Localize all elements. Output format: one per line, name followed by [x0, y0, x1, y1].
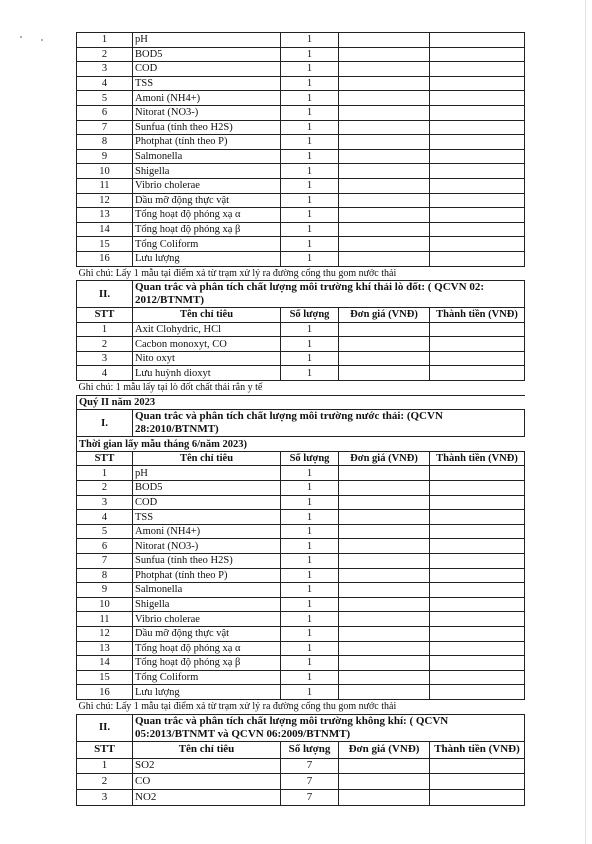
row-unit-price	[339, 539, 430, 554]
row-total	[430, 758, 525, 774]
row-quantity: 1	[281, 178, 339, 193]
table-row	[77, 612, 525, 627]
table-row	[77, 510, 525, 525]
row-stt: 10	[77, 164, 133, 179]
row-stt: 3	[77, 62, 133, 77]
row-quantity: 1	[281, 554, 339, 569]
row-total	[430, 120, 525, 135]
row-stt: 3	[77, 495, 133, 510]
table-row	[77, 91, 525, 106]
row-stt: 7	[77, 120, 133, 135]
row-indicator: Tổng hoạt độ phóng xạ α	[133, 208, 281, 223]
header-total: Thành tiền (VNĐ)	[430, 451, 525, 466]
row-quantity: 1	[281, 510, 339, 525]
section-title: Quan trắc và phân tích chất lượng môi trường nước thải: (QCVN 28:2010/BTNMT)	[133, 410, 525, 437]
row-total	[430, 366, 525, 381]
row-total	[430, 62, 525, 77]
row-total	[430, 164, 525, 179]
row-indicator: Shigella	[133, 164, 281, 179]
row-total	[430, 76, 525, 91]
row-total	[430, 33, 525, 48]
section-title: Quan trắc và phân tích chất lượng môi trường khí thải lò đốt: ( QCVN 02: 2012/BTNMT)	[133, 281, 525, 308]
row-quantity: 1	[281, 135, 339, 150]
row-indicator: Shigella	[133, 597, 281, 612]
row-total	[430, 510, 525, 525]
row-unit-price	[339, 120, 430, 135]
row-indicator: COD	[133, 495, 281, 510]
table-row	[77, 33, 525, 48]
row-indicator: Amoni (NH4+)	[133, 91, 281, 106]
row-quantity: 1	[281, 237, 339, 252]
table-row	[77, 641, 525, 656]
table-row	[77, 251, 525, 266]
row-unit-price	[339, 612, 430, 627]
header-quantity: Số lượng	[281, 741, 339, 758]
table-row	[77, 193, 525, 208]
row-quantity: 1	[281, 685, 339, 700]
row-total	[430, 554, 525, 569]
row-quantity: 1	[281, 583, 339, 598]
header-row	[77, 741, 525, 758]
row-indicator: Sunfua (tính theo H2S)	[133, 120, 281, 135]
row-indicator: Lưu huỳnh dioxyt	[133, 366, 281, 381]
row-stt: 1	[77, 33, 133, 48]
row-stt: 13	[77, 641, 133, 656]
row-unit-price	[339, 135, 430, 150]
table-a-body	[77, 33, 525, 267]
row-indicator: Cacbon monoxyt, CO	[133, 337, 281, 352]
row-unit-price	[339, 47, 430, 62]
section-number: II.	[77, 714, 133, 741]
row-quantity: 1	[281, 524, 339, 539]
row-unit-price	[339, 351, 430, 366]
row-stt: 3	[77, 790, 133, 806]
row-stt: 16	[77, 251, 133, 266]
row-quantity: 1	[281, 208, 339, 223]
row-unit-price	[339, 366, 430, 381]
header-quantity: Số lượng	[281, 451, 339, 466]
row-indicator: NO2	[133, 790, 281, 806]
row-quantity: 1	[281, 47, 339, 62]
row-quantity: 1	[281, 105, 339, 120]
table-row	[77, 626, 525, 641]
row-quantity: 1	[281, 120, 339, 135]
row-stt: 12	[77, 193, 133, 208]
table-row	[77, 554, 525, 569]
table-row	[77, 685, 525, 700]
table-row	[77, 774, 525, 790]
section-q1-ii-note	[77, 381, 525, 410]
row-quantity: 1	[281, 366, 339, 381]
row-unit-price	[339, 790, 430, 806]
row-unit-price	[339, 495, 430, 510]
section-q1-ii	[77, 281, 525, 323]
row-unit-price	[339, 641, 430, 656]
row-indicator: CO	[133, 774, 281, 790]
row-unit-price	[339, 597, 430, 612]
row-total	[430, 583, 525, 598]
row-quantity: 1	[281, 597, 339, 612]
row-quantity: 7	[281, 758, 339, 774]
section-q2-ii-body	[77, 758, 525, 805]
row-indicator: Vibrio cholerae	[133, 612, 281, 627]
table-row	[77, 149, 525, 164]
section-q2-i-note	[77, 699, 525, 714]
table-row	[77, 597, 525, 612]
row-unit-price	[339, 105, 430, 120]
row-total	[430, 135, 525, 150]
section-title: Quan trắc và phân tích chất lượng môi trường không khí: ( QCVN 05:2013/BTNMT và QCVN 06:2009/BTNMT)	[133, 714, 525, 741]
header-total: Thành tiền (VNĐ)	[430, 741, 525, 758]
page-edge	[585, 0, 586, 844]
row-stt: 6	[77, 105, 133, 120]
row-total	[430, 222, 525, 237]
table-row	[77, 322, 525, 337]
table-row	[77, 208, 525, 223]
row-stt: 1	[77, 466, 133, 481]
row-quantity: 1	[281, 539, 339, 554]
row-quantity: 1	[281, 149, 339, 164]
row-quantity: 1	[281, 626, 339, 641]
row-total	[430, 322, 525, 337]
row-total	[430, 790, 525, 806]
row-stt: 15	[77, 237, 133, 252]
table-row	[77, 222, 525, 237]
table-row	[77, 76, 525, 91]
row-unit-price	[339, 758, 430, 774]
scan-speck	[41, 39, 43, 41]
row-indicator: Nito oxyt	[133, 351, 281, 366]
row-total	[430, 495, 525, 510]
row-total	[430, 626, 525, 641]
row-unit-price	[339, 91, 430, 106]
row-indicator: Amoni (NH4+)	[133, 524, 281, 539]
row-quantity: 1	[281, 656, 339, 671]
row-indicator: Tổng Coliform	[133, 670, 281, 685]
row-stt: 5	[77, 524, 133, 539]
row-stt: 8	[77, 568, 133, 583]
row-unit-price	[339, 481, 430, 496]
row-unit-price	[339, 222, 430, 237]
row-total	[430, 208, 525, 223]
row-total	[430, 251, 525, 266]
row-indicator: BOD5	[133, 47, 281, 62]
row-unit-price	[339, 656, 430, 671]
row-total	[430, 47, 525, 62]
row-quantity: 1	[281, 466, 339, 481]
row-unit-price	[339, 208, 430, 223]
row-stt: 12	[77, 626, 133, 641]
row-unit-price	[339, 510, 430, 525]
row-unit-price	[339, 164, 430, 179]
row-stt: 6	[77, 539, 133, 554]
row-stt: 2	[77, 47, 133, 62]
header-stt: STT	[77, 741, 133, 758]
section-q2-i-body	[77, 466, 525, 700]
row-unit-price	[339, 774, 430, 790]
row-stt: 2	[77, 481, 133, 496]
row-quantity: 1	[281, 641, 339, 656]
row-indicator: Nitorat (NO3-)	[133, 539, 281, 554]
row-quantity: 1	[281, 351, 339, 366]
row-stt: 11	[77, 612, 133, 627]
header-indicator: Tên chỉ tiêu	[133, 451, 281, 466]
row-total	[430, 149, 525, 164]
row-quantity: 1	[281, 164, 339, 179]
row-quantity: 7	[281, 774, 339, 790]
row-stt: 9	[77, 583, 133, 598]
row-indicator: SO2	[133, 758, 281, 774]
quarter-label: Quý II năm 2023	[77, 395, 525, 410]
row-unit-price	[339, 251, 430, 266]
row-quantity: 1	[281, 76, 339, 91]
row-stt: 11	[77, 178, 133, 193]
table-row	[77, 105, 525, 120]
row-unit-price	[339, 193, 430, 208]
row-unit-price	[339, 62, 430, 77]
row-indicator: Salmonella	[133, 149, 281, 164]
row-quantity: 1	[281, 337, 339, 352]
row-total	[430, 568, 525, 583]
row-unit-price	[339, 337, 430, 352]
row-total	[430, 685, 525, 700]
row-unit-price	[339, 178, 430, 193]
row-unit-price	[339, 670, 430, 685]
row-unit-price	[339, 149, 430, 164]
table-row	[77, 481, 525, 496]
row-indicator: Nitorat (NO3-)	[133, 105, 281, 120]
header-indicator: Tên chỉ tiêu	[133, 741, 281, 758]
row-unit-price	[339, 568, 430, 583]
row-stt: 15	[77, 670, 133, 685]
row-stt: 16	[77, 685, 133, 700]
row-total	[430, 641, 525, 656]
row-total	[430, 539, 525, 554]
row-stt: 13	[77, 208, 133, 223]
header-quantity: Số lượng	[281, 308, 339, 323]
row-indicator: Sunfua (tính theo H2S)	[133, 554, 281, 569]
row-quantity: 1	[281, 91, 339, 106]
row-indicator: Lưu lượng	[133, 251, 281, 266]
row-indicator: Axit Clohydric, HCl	[133, 322, 281, 337]
row-unit-price	[339, 583, 430, 598]
row-stt: 4	[77, 76, 133, 91]
row-stt: 4	[77, 366, 133, 381]
row-total	[430, 670, 525, 685]
row-stt: 10	[77, 597, 133, 612]
table-row	[77, 178, 525, 193]
header-unit-price: Đơn giá (VNĐ)	[339, 451, 430, 466]
section-number: II.	[77, 281, 133, 308]
table-row	[77, 790, 525, 806]
row-unit-price	[339, 322, 430, 337]
row-unit-price	[339, 524, 430, 539]
row-indicator: Dầu mỡ động thực vật	[133, 626, 281, 641]
table-row	[77, 351, 525, 366]
row-unit-price	[339, 237, 430, 252]
section-number: I.	[77, 410, 133, 437]
table-row	[77, 656, 525, 671]
row-unit-price	[339, 685, 430, 700]
row-total	[430, 524, 525, 539]
table-row	[77, 120, 525, 135]
header-stt: STT	[77, 308, 133, 323]
note-text: Ghi chú: 1 mẫu lấy tại lò đốt chất thải rắn y tế	[77, 381, 525, 396]
header-row	[77, 308, 525, 323]
row-indicator: Tổng hoạt độ phóng xạ β	[133, 222, 281, 237]
row-stt: 5	[77, 91, 133, 106]
row-unit-price	[339, 554, 430, 569]
row-indicator: pH	[133, 33, 281, 48]
table-row	[77, 47, 525, 62]
header-stt: STT	[77, 451, 133, 466]
row-stt: 9	[77, 149, 133, 164]
row-unit-price	[339, 626, 430, 641]
row-indicator: Salmonella	[133, 583, 281, 598]
row-unit-price	[339, 466, 430, 481]
note-text: Ghi chú: Lấy 1 mẫu tại điểm xả từ trạm xử lý ra đường cống thu gom nước thải	[77, 699, 525, 714]
row-indicator: COD	[133, 62, 281, 77]
row-total	[430, 337, 525, 352]
table-a-note	[77, 266, 525, 281]
row-stt: 8	[77, 135, 133, 150]
table-row	[77, 670, 525, 685]
row-total	[430, 481, 525, 496]
table-row	[77, 164, 525, 179]
row-indicator: Photphat (tính theo P)	[133, 135, 281, 150]
row-total	[430, 466, 525, 481]
scan-speck	[20, 36, 22, 38]
row-indicator: Photphat (tính theo P)	[133, 568, 281, 583]
row-indicator: TSS	[133, 510, 281, 525]
sampling-time: Thời gian lấy mẫu tháng 6/năm 2023)	[77, 437, 525, 452]
row-quantity: 1	[281, 62, 339, 77]
row-total	[430, 774, 525, 790]
table-row	[77, 366, 525, 381]
row-total	[430, 351, 525, 366]
section-q2-ii	[77, 714, 525, 758]
row-total	[430, 193, 525, 208]
row-stt: 7	[77, 554, 133, 569]
table-row	[77, 539, 525, 554]
row-quantity: 1	[281, 481, 339, 496]
row-stt: 4	[77, 510, 133, 525]
row-total	[430, 105, 525, 120]
table-row	[77, 758, 525, 774]
row-indicator: Tổng hoạt độ phóng xạ α	[133, 641, 281, 656]
row-indicator: TSS	[133, 76, 281, 91]
row-stt: 2	[77, 774, 133, 790]
row-indicator: Lưu lượng	[133, 685, 281, 700]
row-total	[430, 91, 525, 106]
header-unit-price: Đơn giá (VNĐ)	[339, 741, 430, 758]
table-row	[77, 524, 525, 539]
row-quantity: 1	[281, 33, 339, 48]
header-unit-price: Đơn giá (VNĐ)	[339, 308, 430, 323]
table-row	[77, 466, 525, 481]
row-indicator: pH	[133, 466, 281, 481]
section-q2-i	[77, 410, 525, 466]
table-row	[77, 135, 525, 150]
row-stt: 14	[77, 222, 133, 237]
note-text: Ghi chú: Lấy 1 mẫu tại điểm xả từ trạm xử lý ra đường cống thu gom nước thải	[77, 266, 525, 281]
header-row	[77, 451, 525, 466]
row-stt: 3	[77, 351, 133, 366]
row-indicator: Dầu mỡ động thực vật	[133, 193, 281, 208]
header-total: Thành tiền (VNĐ)	[430, 308, 525, 323]
table-row	[77, 237, 525, 252]
row-quantity: 1	[281, 193, 339, 208]
row-indicator: Tổng Coliform	[133, 237, 281, 252]
section-q1-ii-body	[77, 322, 525, 380]
row-unit-price	[339, 76, 430, 91]
header-indicator: Tên chỉ tiêu	[133, 308, 281, 323]
row-stt: 14	[77, 656, 133, 671]
table-row	[77, 568, 525, 583]
row-quantity: 1	[281, 612, 339, 627]
row-total	[430, 612, 525, 627]
row-total	[430, 656, 525, 671]
document-page	[76, 32, 524, 806]
row-stt: 1	[77, 758, 133, 774]
table-row	[77, 495, 525, 510]
table-row	[77, 583, 525, 598]
row-indicator: Vibrio cholerae	[133, 178, 281, 193]
row-total	[430, 178, 525, 193]
row-unit-price	[339, 33, 430, 48]
row-quantity: 1	[281, 322, 339, 337]
row-stt: 2	[77, 337, 133, 352]
table-row	[77, 337, 525, 352]
row-quantity: 1	[281, 251, 339, 266]
row-total	[430, 597, 525, 612]
row-indicator: Tổng hoạt độ phóng xạ β	[133, 656, 281, 671]
row-quantity: 1	[281, 670, 339, 685]
row-indicator: BOD5	[133, 481, 281, 496]
row-quantity: 1	[281, 495, 339, 510]
row-total	[430, 237, 525, 252]
row-quantity: 1	[281, 568, 339, 583]
monitoring-table	[76, 32, 525, 806]
table-row	[77, 62, 525, 77]
row-stt: 1	[77, 322, 133, 337]
row-quantity: 1	[281, 222, 339, 237]
row-quantity: 7	[281, 790, 339, 806]
